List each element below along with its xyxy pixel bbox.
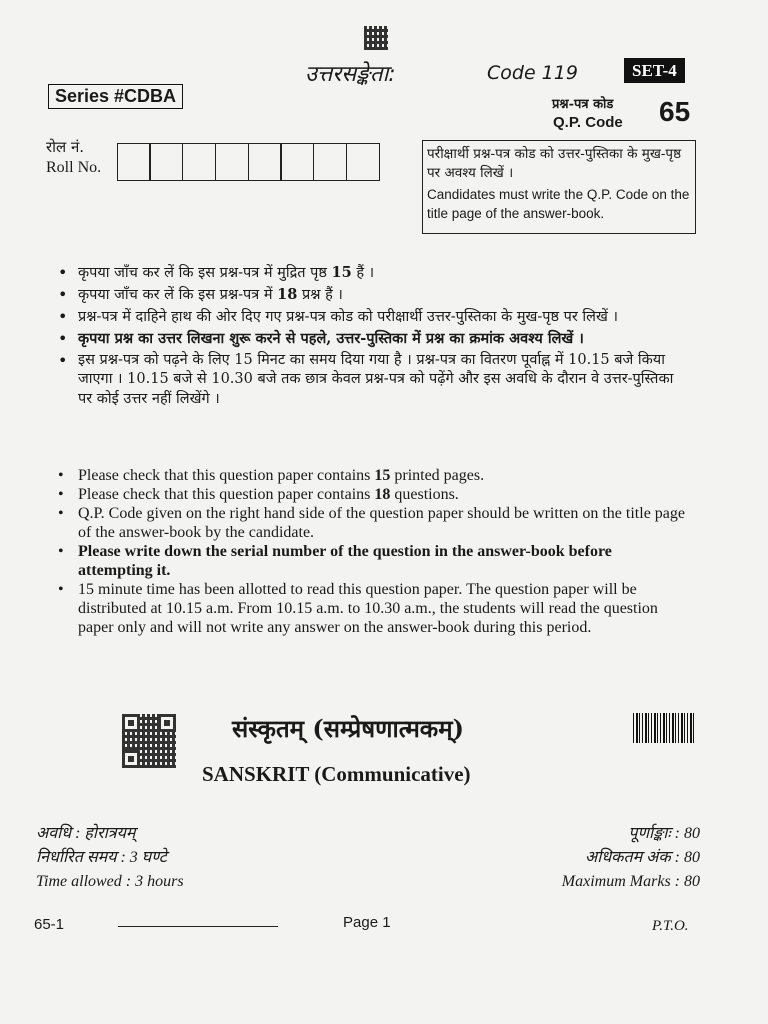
instruction-text-post: questions.: [390, 486, 459, 503]
set-badge: SET-4: [624, 58, 685, 83]
instruction-text-pre: इस प्रश्न-पत्र को पढ़ने के लिए 15 मिनट का समय दिया गया है । प्रश्न-पत्र का वितरण पूर्वाह्न में 10.15 बजे किया जाएगा । 10.15 बजे से 10.30 बजे तक छात्र केवल प्रश्न-पत्र को पढ़ेंगे और इस अवधि के दौरान वे उत्तर-पुस्तिका पर कोई उत्तर नहीं लिखेंगे ।: [78, 352, 674, 407]
qp-code-hi: प्रश्न-पत्र कोड: [552, 97, 614, 112]
footer-page: Page 1: [343, 914, 391, 931]
instruction-text-bold: Please write down the serial number of the question in the answer-book before attempting it.: [78, 543, 612, 579]
time-hi: निर्धारित समय : 3 घण्टे: [36, 849, 167, 866]
roll-box[interactable]: [280, 143, 314, 181]
roll-box[interactable]: [346, 143, 380, 181]
instruction-item: [56, 542, 686, 580]
instruction-text-post: प्रश्न हैं ।: [297, 287, 343, 303]
marks-hi: अधिकतम अंक : 80: [584, 849, 700, 866]
roll-number-boxes: [118, 143, 380, 181]
instruction-text-pre: Please check that this question paper contains: [78, 467, 375, 484]
notice-en: Candidates must write the Q.P. Code on the title page of the answer-book.: [427, 187, 690, 221]
roll-label-hi: रोल नं.: [46, 138, 85, 156]
instruction-item: [56, 263, 686, 283]
instruction-item: [56, 504, 686, 542]
instruction-text-post: printed pages.: [390, 467, 485, 484]
instruction-text-pre: कृपया जाँच कर लें कि इस प्रश्न-पत्र में मुद्रित पृष्ठ: [78, 265, 332, 281]
answer-key-label: उत्तरसङ्केता:: [305, 62, 396, 87]
footer-pto: P.T.O.: [652, 918, 689, 934]
time-en: Time allowed : 3 hours: [36, 873, 184, 890]
instruction-text-bold: 18: [277, 286, 298, 303]
marks-en: Maximum Marks : 80: [561, 873, 700, 890]
subject-title-hindi: संस्कृतम् (सम्प्रेषणात्मकम्): [232, 714, 464, 743]
instruction-item: [56, 485, 686, 504]
instructions-english: [56, 466, 686, 637]
code-handwritten: Code 119: [487, 62, 578, 84]
top-qr-code: [364, 26, 388, 50]
instruction-item: [56, 307, 686, 327]
footer-divider: [118, 926, 278, 927]
instruction-text-pre: प्रश्न-पत्र में दाहिने हाथ की ओर दिए गए प्रश्न-पत्र कोड को परीक्षार्थी उत्तर-पुस्तिका के मुख-पृष्ठ पर लिखें ।: [78, 309, 618, 325]
roll-box[interactable]: [248, 143, 282, 181]
instruction-item: [56, 580, 686, 637]
instruction-item: [56, 329, 686, 349]
instruction-text-pre: कृपया जाँच कर लें कि इस प्रश्न-पत्र में: [78, 287, 278, 303]
subject-title-english: SANSKRIT (Communicative): [202, 762, 471, 786]
instruction-text-post: हैं ।: [351, 265, 375, 281]
footer-code: 65-1: [34, 916, 65, 933]
instruction-text-bold: 15: [374, 467, 391, 484]
roll-box[interactable]: [313, 143, 347, 181]
duration-hi: अवधि : होरात्रयम्: [36, 825, 136, 842]
instructions-hindi: [56, 263, 686, 411]
qp-code-value: 65: [659, 96, 691, 127]
qp-code-notice: [422, 140, 696, 234]
instruction-text-bold: 18: [374, 486, 391, 503]
instruction-text-pre: Q.P. Code given on the right hand side of the question paper should be written on the title page of the answer-book by the candidate.: [78, 505, 685, 541]
duration-block: [36, 822, 184, 894]
roll-box[interactable]: [149, 143, 183, 181]
instruction-item: [56, 466, 686, 485]
roll-box[interactable]: [215, 143, 249, 181]
instruction-item: [56, 285, 686, 305]
instruction-text-pre: 15 minute time has been allotted to read this question paper. The question paper will be distributed at 10.15 a.m. From 10.15 a.m. to 10.30 a.m., the students will read the question paper only and will not write any answer on the answer-book during this period.: [78, 581, 658, 636]
instruction-text-bold: कृपया प्रश्न का उत्तर लिखना शुरू करने से पहले, उत्तर-पुस्तिका में प्रश्न का क्रमांक अवश्य लिखें ।: [78, 330, 584, 347]
instruction-text-bold: 15: [331, 264, 352, 281]
roll-label-en: Roll No.: [46, 159, 102, 176]
marks-sa: पूर्णाङ्काः : 80: [628, 825, 700, 842]
instruction-text-pre: Please check that this question paper contains: [78, 486, 375, 503]
subject-qr-code: [122, 714, 176, 768]
notice-hi: परीक्षार्थी प्रश्न-पत्र कोड को उत्तर-पुस्तिका के मुख-पृष्ठ पर अवश्य लिखें ।: [427, 146, 682, 181]
marks-block: [562, 822, 700, 894]
barcode: [633, 713, 695, 743]
series-label: Series #CDBA: [48, 84, 183, 109]
roll-box[interactable]: [182, 143, 216, 181]
qp-code-en: Q.P. Code: [553, 114, 623, 131]
roll-box[interactable]: [117, 143, 151, 181]
instruction-item: [56, 351, 686, 409]
